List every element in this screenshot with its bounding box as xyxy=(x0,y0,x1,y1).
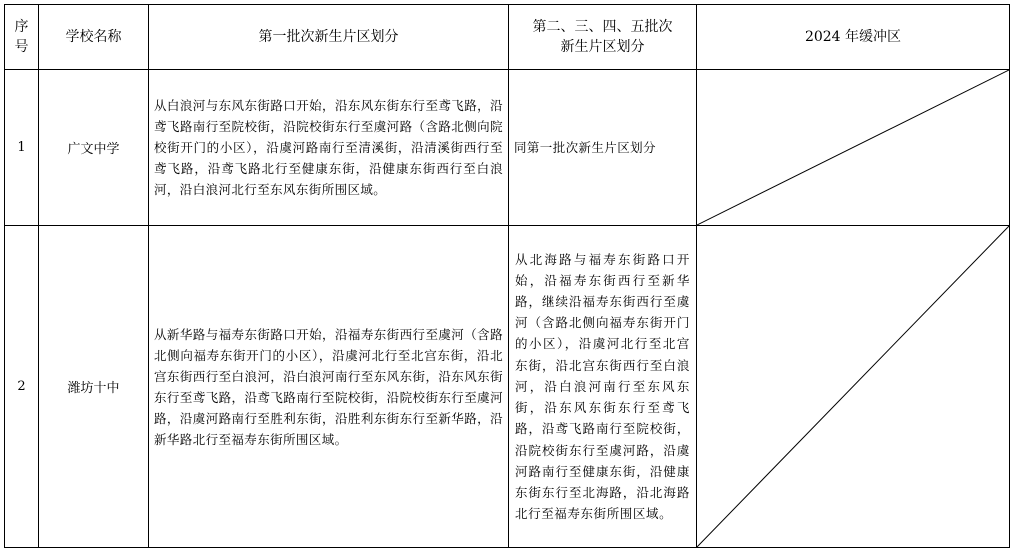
header-later-batches xyxy=(509,5,697,70)
row-later-batches-text: 从北海路与福寿东街路口开始，沿福寿东街西行至新华路，继续沿福寿东街西行至虞河（含路北侧向福寿东街开门的小区），沿虞河北行至北宫东街，沿北宫东街西行至白浪河，沿白浪河南行至东风东街，沿东风东街东行至鸢飞路，沿鸢飞路南行至院校街，沿院校街东行至虞河路，沿虞河路南行至健康东街，沿健康东街东行至北海路，沿北海路北行至福寿东街所围区域。 xyxy=(515,251,690,522)
header-seq xyxy=(5,5,39,70)
row-seq: 1 xyxy=(5,70,39,226)
header-first-batch: 第一批次新生片区划分 xyxy=(149,5,509,70)
header-seq-label: 序号 xyxy=(14,19,29,55)
row-buffer-cell xyxy=(697,226,1010,548)
table-row xyxy=(5,226,1010,548)
row-later-batches xyxy=(509,70,697,226)
row-first-batch-text: 从新华路与福寿东街路口开始，沿福寿东街西行至虞河（含路北侧向福寿东街开门的小区），沿虞河北行至北宫东街，沿北宫东街西行至白浪河，沿白浪河南行至东风东街，沿东风东街东行至鸢飞路，沿鸢飞路南行至院校街，沿院校街东行至虞河路，沿虞河路南行至胜利东街，沿胜利东街东行至新华路，沿新华路北行至福寿东街所围区域。 xyxy=(154,326,503,447)
row-seq: 2 xyxy=(5,226,39,548)
row-school: 广文中学 xyxy=(39,70,149,226)
row-first-batch xyxy=(149,226,509,548)
header-later-batches-label: 第二、三、四、五批次新生片区划分 xyxy=(532,19,673,55)
row-first-batch xyxy=(149,70,509,226)
header-buffer: 2024 年缓冲区 xyxy=(697,5,1010,70)
table-row xyxy=(5,70,1010,226)
diagonal-line-icon xyxy=(697,226,1009,547)
row-later-batches xyxy=(509,226,697,548)
diagonal-line-icon xyxy=(697,70,1009,225)
row-first-batch-text: 从白浪河与东风东街路口开始，沿东风东街东行至鸢飞路，沿鸢飞路南行至院校街，沿院校街东行至虞河路（含路北侧向院校街开门的小区），沿虞河路南行至清溪街，沿清溪街西行至鸢飞路，沿鸢飞路北行至健康东街，沿健康东街西行至白浪河，沿白浪河北行至东风东街所围区域。 xyxy=(154,98,503,197)
row-school: 潍坊十中 xyxy=(39,226,149,548)
header-school: 学校名称 xyxy=(39,5,149,70)
table-header-row xyxy=(5,5,1010,70)
zoning-table xyxy=(4,4,1010,548)
row-later-batches-text: 同第一批次新生片区划分 xyxy=(514,140,656,155)
row-buffer-cell xyxy=(697,70,1010,226)
